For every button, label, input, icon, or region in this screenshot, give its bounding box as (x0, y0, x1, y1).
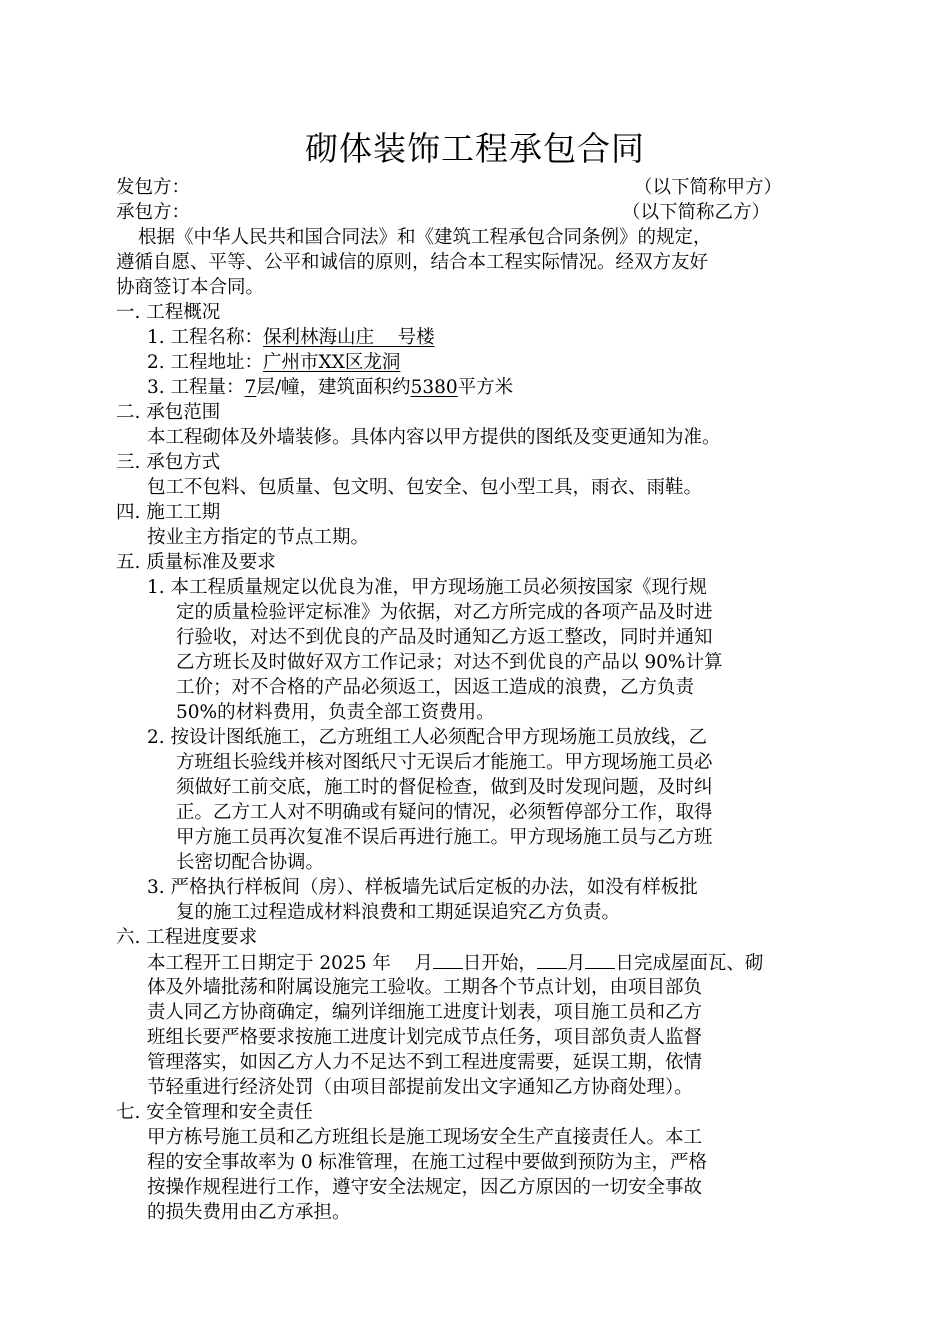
project-name-value: 保利林海山庄 号楼 (263, 327, 435, 348)
intro-line: 遵循自愿、平等、公平和诚信的原则，结合本工程实际情况。经双方友好 (116, 252, 709, 273)
schedule-line: 节轻重进行经济处罚（由项目部提前发出文字通知乙方协商处理）。 (147, 1077, 693, 1098)
employer-label: 发包方： (116, 177, 191, 198)
section-body: 按业主方指定的节点工期。 (147, 527, 370, 548)
intro-line: 协商签订本合同。 (116, 277, 265, 298)
clause-line: 行验收，对达不到优良的产品及时通知乙方返工整改，同时并通知 (176, 627, 713, 648)
schedule-line: 责人同乙方协商确定，编列详细施工进度计划表，项目施工员和乙方 (147, 1002, 703, 1023)
section-body: 包工不包料、包质量、包文明、包安全、包小型工具，雨衣、雨鞋。 (147, 477, 703, 498)
contractor-label: 承包方： (116, 202, 191, 223)
document-title: 砌体装饰工程承包合同 (305, 129, 645, 168)
area-unit: 平方米 (457, 377, 514, 398)
employer-alias: （以下简称甲方） (634, 177, 783, 198)
schedule-line: 班组长要严格要求按施工进度计划完成节点任务，项目部负责人监督 (147, 1027, 703, 1048)
schedule-text: 日完成屋面瓦、砌 (615, 953, 764, 974)
clause-line: 方班组长验线并核对图纸尺寸无误后才能施工。甲方现场施工员必 (176, 752, 713, 773)
clause-line: 3. 严格执行样板间（房）、样板墙先试后定板的办法，如没有样板批 (147, 877, 698, 898)
project-name-row (147, 325, 435, 350)
schedule-text: 本工程开工日期定于 2025 年 月 (147, 953, 433, 974)
safety-line: 的损失费用由乙方承担。 (147, 1202, 351, 1223)
project-name-label: 1. 工程名称： (147, 327, 264, 348)
safety-line: 按操作规程进行工作，遵守安全法规定，因乙方原因的一切安全事故 (147, 1177, 703, 1198)
schedule-text: 月 (566, 953, 586, 974)
schedule-line (147, 950, 763, 976)
schedule-line: 管理落实，如因乙方人力不足达不到工程进度需要，延误工期，依情 (147, 1052, 703, 1073)
clause-line: 工价；对不合格的产品必须返工，因返工造成的浪费，乙方负责 (176, 677, 695, 698)
quantity-label: 3. 工程量： (147, 377, 245, 398)
section-heading: 四. 施工工期 (116, 502, 221, 523)
clause-line: 长密切配合协调。 (176, 852, 325, 873)
clause-line: 1. 本工程质量规定以优良为准，甲方现场施工员必须按国家《现行规 (147, 577, 708, 598)
project-address-label: 2. 工程地址： (147, 352, 264, 373)
section-heading: 二. 承包范围 (116, 402, 221, 423)
contractor-alias: （以下简称乙方） (622, 202, 771, 223)
safety-line: 程的安全事故率为 0 标准管理，在施工过程中要做到预防为主，严格 (147, 1152, 708, 1173)
finish-month-blank (537, 950, 567, 969)
finish-day-blank (585, 950, 615, 969)
floors-value: 7 (244, 377, 257, 398)
area-value: 5380 (410, 377, 458, 398)
project-address-value: 广州市XX区龙洞 (263, 352, 401, 373)
section-heading: 六. 工程进度要求 (116, 927, 258, 948)
clause-line: 复的施工过程造成材料浪费和工期延误追究乙方负责。 (176, 902, 621, 923)
section-heading: 三. 承包方式 (116, 452, 221, 473)
clause-line: 定的质量检验评定标准》为依据，对乙方所完成的各项产品及时进 (176, 602, 713, 623)
project-quantity-row (147, 375, 513, 400)
section-heading: 七. 安全管理和安全责任 (116, 1102, 313, 1123)
clause-line: 须做好工前交底，施工时的督促检查，做到及时发现问题，及时纠 (176, 777, 713, 798)
schedule-line: 体及外墙批荡和附属设施完工验收。工期各个节点计划，由项目部负 (147, 977, 703, 998)
project-address-row (147, 350, 400, 375)
clause-line: 50%的材料费用，负责全部工资费用。 (176, 702, 495, 723)
schedule-text: 日开始， (462, 953, 537, 974)
section-body: 本工程砌体及外墙装修。具体内容以甲方提供的图纸及变更通知为准。 (147, 427, 721, 448)
section-heading: 一. 工程概况 (116, 302, 221, 323)
clause-line: 2. 按设计图纸施工，乙方班组工人必须配合甲方现场施工员放线，乙 (147, 727, 708, 748)
start-day-blank (433, 950, 463, 969)
section-heading: 五. 质量标准及要求 (116, 552, 276, 573)
clause-line: 甲方施工员再次复准不误后再进行施工。甲方现场施工员与乙方班 (176, 827, 713, 848)
clause-line: 乙方班长及时做好双方工作记录；对达不到优良的产品以 90%计算 (176, 652, 723, 673)
intro-line: 根据《中华人民共和国合同法》和《建筑工程承包合同条例》的规定， (138, 227, 712, 248)
clause-line: 正。乙方工人对不明确或有疑问的情况，必须暂停部分工作，取得 (176, 802, 713, 823)
safety-line: 甲方栋号施工员和乙方班组长是施工现场安全生产直接责任人。本工 (147, 1127, 703, 1148)
quantity-mid-text: 层/幢，建筑面积约 (256, 377, 411, 398)
